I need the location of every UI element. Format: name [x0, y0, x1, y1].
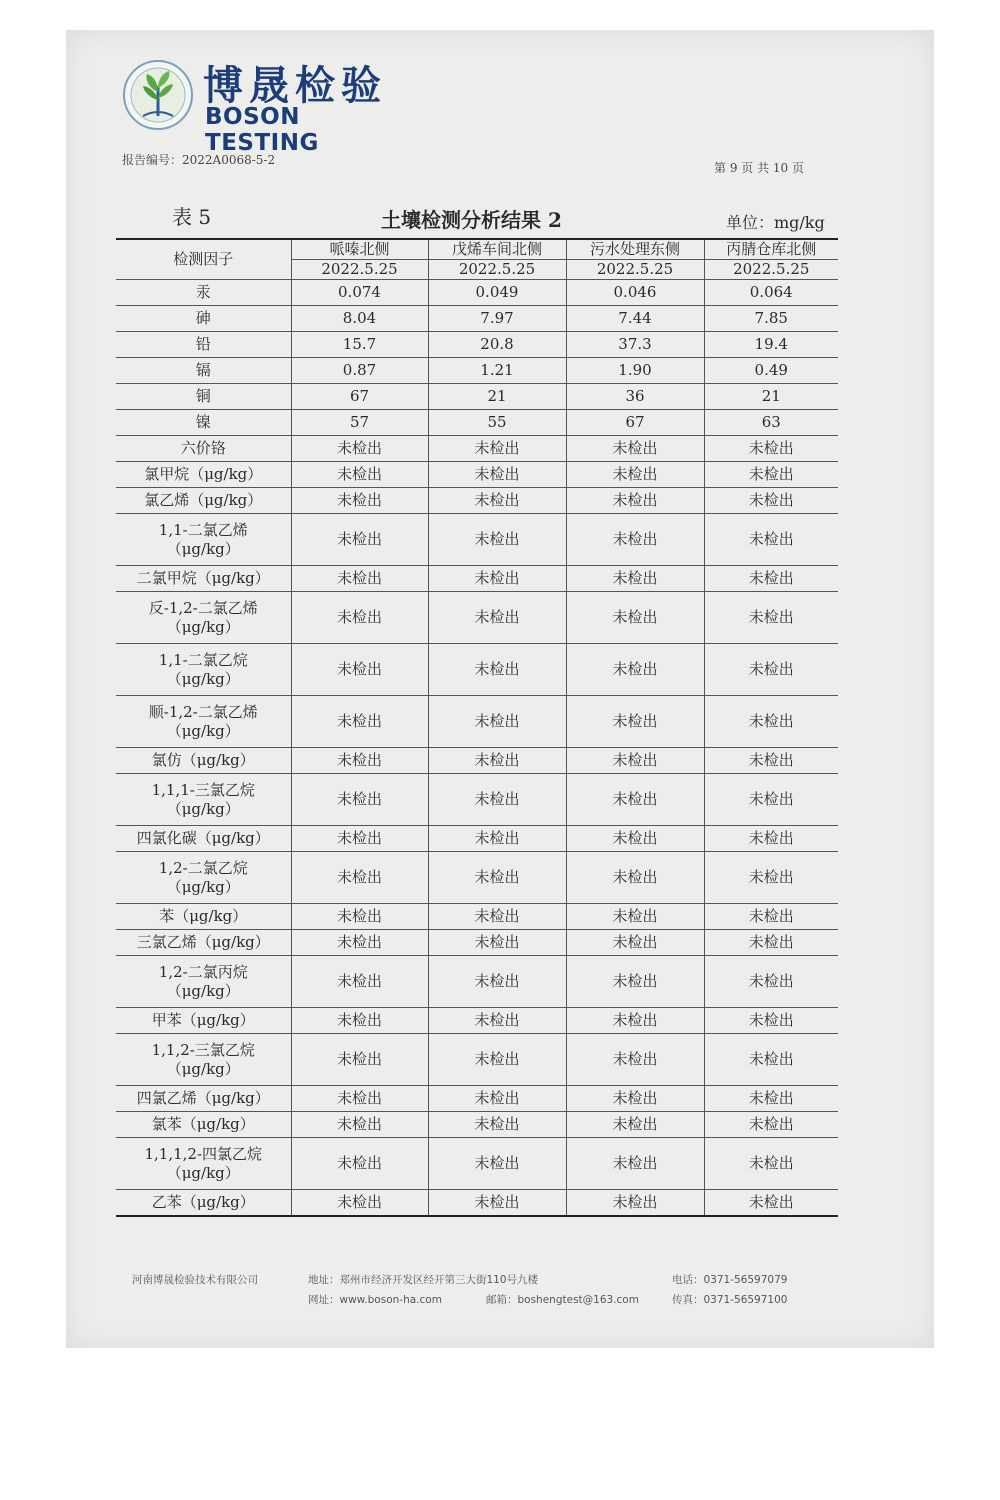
value-cell: 未检出: [704, 488, 838, 514]
value-cell: 未检出: [566, 956, 704, 1008]
table-row: [116, 1190, 838, 1217]
value-cell: 0.064: [704, 280, 838, 306]
table-row: [116, 280, 838, 306]
site-header: 污水处理东侧: [566, 239, 704, 260]
value-cell: 15.7: [291, 332, 428, 358]
value-cell: 未检出: [704, 930, 838, 956]
value-cell: 未检出: [428, 904, 566, 930]
table-row: [116, 904, 838, 930]
table-row: [116, 644, 838, 696]
table-row: [116, 436, 838, 462]
value-cell: 未检出: [291, 1034, 428, 1086]
date-header: 2022.5.25: [428, 260, 566, 280]
factor-line: 四氯乙烯（μg/kg）: [136, 1089, 270, 1107]
value-cell: 19.4: [704, 332, 838, 358]
value-cell: 21: [428, 384, 566, 410]
value-cell: 未检出: [291, 930, 428, 956]
factor-cell: [116, 514, 291, 566]
factor-cell: [116, 462, 291, 488]
value-cell: 未检出: [704, 826, 838, 852]
value-cell: 未检出: [291, 514, 428, 566]
value-cell: 未检出: [566, 852, 704, 904]
value-cell: 8.04: [291, 306, 428, 332]
value-cell: 未检出: [291, 488, 428, 514]
factor-cell: [116, 1086, 291, 1112]
factor-cell: [116, 1008, 291, 1034]
value-cell: 未检出: [291, 956, 428, 1008]
value-cell: 67: [566, 410, 704, 436]
value-cell: 未检出: [428, 956, 566, 1008]
value-cell: 7.97: [428, 306, 566, 332]
factor-cell: [116, 904, 291, 930]
value-cell: 未检出: [428, 488, 566, 514]
value-cell: 1.90: [566, 358, 704, 384]
factor-line: 1,1,2-三氯乙烷: [151, 1040, 255, 1059]
value-cell: 55: [428, 410, 566, 436]
factor-line: 铅: [195, 335, 211, 353]
value-cell: 未检出: [704, 1034, 838, 1086]
factor-line: 1,2-二氯乙烷: [158, 858, 248, 877]
factor-cell: [116, 488, 291, 514]
factor-line: 二氯甲烷（μg/kg）: [136, 569, 270, 587]
footer-website: 网址：www.boson-ha.com: [308, 1294, 442, 1306]
value-cell: 未检出: [566, 1086, 704, 1112]
value-cell: 未检出: [566, 436, 704, 462]
value-cell: 未检出: [704, 696, 838, 748]
site-header: 戊烯车间北侧: [428, 239, 566, 260]
factor-line: 氯乙烯（μg/kg）: [144, 491, 263, 509]
value-cell: 未检出: [291, 852, 428, 904]
table-row: [116, 514, 838, 566]
value-cell: 未检出: [566, 514, 704, 566]
factor-header: 检测因子: [116, 239, 291, 280]
factor-cell: [116, 774, 291, 826]
value-cell: 未检出: [291, 1138, 428, 1190]
footer-email: 邮箱：boshengtest@163.com: [486, 1294, 639, 1306]
factor-line: （μg/kg）: [166, 669, 240, 688]
factor-cell: [116, 436, 291, 462]
table-row: [116, 592, 838, 644]
table-title: 土壤检测分析结果 2: [381, 208, 562, 232]
table-row: [116, 1034, 838, 1086]
value-cell: 未检出: [428, 930, 566, 956]
value-cell: 未检出: [704, 904, 838, 930]
factor-line: 氯甲烷（μg/kg）: [144, 465, 263, 483]
value-cell: 未检出: [428, 1086, 566, 1112]
footer-fax: 传真：0371-56597100: [672, 1294, 788, 1306]
value-cell: 0.046: [566, 280, 704, 306]
value-cell: 未检出: [291, 696, 428, 748]
factor-cell: [116, 956, 291, 1008]
value-cell: 未检出: [704, 644, 838, 696]
value-cell: 未检出: [704, 592, 838, 644]
value-cell: 0.87: [291, 358, 428, 384]
document-page: [66, 30, 934, 1348]
table-row: [116, 358, 838, 384]
factor-line: 顺-1,2-二氯乙烯: [148, 702, 258, 721]
value-cell: 未检出: [566, 748, 704, 774]
factor-line: 甲苯（μg/kg）: [151, 1011, 255, 1029]
factor-line: （μg/kg）: [166, 877, 240, 896]
table-row: [116, 748, 838, 774]
factor-line: （μg/kg）: [166, 1163, 240, 1182]
factor-line: 砷: [195, 309, 211, 327]
factor-line: （μg/kg）: [166, 799, 240, 818]
factor-line: 1,2-二氯丙烷: [158, 962, 248, 981]
footer-address: 地址：郑州市经济开发区经开第三大街110号九楼: [308, 1274, 539, 1286]
value-cell: 36: [566, 384, 704, 410]
value-cell: 未检出: [566, 930, 704, 956]
factor-cell: [116, 826, 291, 852]
factor-line: 汞: [195, 283, 211, 301]
brand-logo: [121, 54, 421, 156]
value-cell: 未检出: [566, 644, 704, 696]
value-cell: 未检出: [291, 566, 428, 592]
value-cell: 未检出: [704, 566, 838, 592]
value-cell: 未检出: [704, 956, 838, 1008]
factor-cell: [116, 1112, 291, 1138]
factor-line: 三氯乙烯（μg/kg）: [136, 933, 270, 951]
factor-cell: [116, 280, 291, 306]
value-cell: 未检出: [704, 436, 838, 462]
value-cell: 未检出: [704, 1008, 838, 1034]
factor-line: 氯仿（μg/kg）: [151, 751, 255, 769]
report-number: 报告编号：2022A0068-5-2: [122, 153, 276, 167]
factor-line: 乙苯（μg/kg）: [151, 1193, 255, 1211]
value-cell: 未检出: [704, 1112, 838, 1138]
value-cell: 未检出: [291, 644, 428, 696]
factor-cell: [116, 358, 291, 384]
factor-line: 苯（μg/kg）: [159, 907, 248, 925]
value-cell: 未检出: [428, 592, 566, 644]
factor-cell: [116, 384, 291, 410]
value-cell: 20.8: [428, 332, 566, 358]
value-cell: 未检出: [428, 436, 566, 462]
value-cell: 未检出: [291, 462, 428, 488]
value-cell: 未检出: [704, 748, 838, 774]
value-cell: 未检出: [566, 1138, 704, 1190]
page-number: 第 9 页 共 10 页: [714, 161, 804, 175]
value-cell: 0.049: [428, 280, 566, 306]
factor-line: 铜: [195, 387, 211, 405]
value-cell: 未检出: [428, 1112, 566, 1138]
factor-line: 六价铬: [180, 439, 226, 457]
value-cell: 未检出: [566, 592, 704, 644]
value-cell: 未检出: [566, 1034, 704, 1086]
value-cell: 未检出: [566, 1112, 704, 1138]
value-cell: 63: [704, 410, 838, 436]
factor-cell: [116, 332, 291, 358]
factor-cell: [116, 1034, 291, 1086]
value-cell: 未检出: [291, 826, 428, 852]
value-cell: 未检出: [566, 1190, 704, 1217]
value-cell: 未检出: [704, 514, 838, 566]
date-header: 2022.5.25: [704, 260, 838, 280]
factor-line: （μg/kg）: [166, 981, 240, 1000]
value-cell: 未检出: [428, 1008, 566, 1034]
factor-cell: [116, 566, 291, 592]
factor-cell: [116, 592, 291, 644]
factor-cell: [116, 1138, 291, 1190]
value-cell: 未检出: [291, 1086, 428, 1112]
unit-label: 单位：mg/kg: [726, 213, 825, 232]
value-cell: 未检出: [566, 566, 704, 592]
table-row: [116, 852, 838, 904]
value-cell: 1.21: [428, 358, 566, 384]
table-body: [116, 280, 838, 1217]
value-cell: 未检出: [566, 1008, 704, 1034]
table-row: [116, 1086, 838, 1112]
value-cell: 37.3: [566, 332, 704, 358]
value-cell: 未检出: [291, 748, 428, 774]
value-cell: 未检出: [428, 644, 566, 696]
value-cell: 未检出: [428, 774, 566, 826]
value-cell: 未检出: [428, 566, 566, 592]
factor-line: 1,1-二氯乙烷: [158, 650, 248, 669]
table-row: [116, 488, 838, 514]
brand-name-en: BOSON TESTING: [205, 104, 319, 156]
factor-line: 1,1,1-三氯乙烷: [151, 780, 255, 799]
factor-line: 镉: [195, 361, 211, 379]
factor-line: 1,1-二氯乙烯: [158, 520, 248, 539]
value-cell: 未检出: [291, 774, 428, 826]
value-cell: 7.85: [704, 306, 838, 332]
value-cell: 未检出: [704, 1190, 838, 1217]
value-cell: 未检出: [291, 904, 428, 930]
value-cell: 未检出: [428, 1138, 566, 1190]
value-cell: 未检出: [704, 1086, 838, 1112]
factor-line: 反-1,2-二氯乙烯: [148, 598, 258, 617]
factor-line: 1,1,1,2-四氯乙烷: [144, 1144, 263, 1163]
table-row: [116, 930, 838, 956]
value-cell: 未检出: [428, 696, 566, 748]
value-cell: 未检出: [566, 462, 704, 488]
results-table: [116, 238, 838, 1217]
value-cell: 未检出: [291, 1112, 428, 1138]
value-cell: 未检出: [428, 462, 566, 488]
table-row: [116, 956, 838, 1008]
factor-line: 氯苯（μg/kg）: [151, 1115, 255, 1133]
value-cell: 未检出: [704, 462, 838, 488]
factor-cell: [116, 1190, 291, 1217]
value-cell: 未检出: [566, 696, 704, 748]
table-row: [116, 1138, 838, 1190]
factor-cell: [116, 748, 291, 774]
table-row: [116, 566, 838, 592]
date-header: 2022.5.25: [291, 260, 428, 280]
value-cell: 未检出: [566, 774, 704, 826]
value-cell: 未检出: [428, 1034, 566, 1086]
value-cell: 未检出: [566, 904, 704, 930]
value-cell: 0.49: [704, 358, 838, 384]
table-label: 表 5: [172, 205, 212, 229]
value-cell: 57: [291, 410, 428, 436]
value-cell: 未检出: [291, 1008, 428, 1034]
value-cell: 未检出: [291, 1190, 428, 1217]
value-cell: 未检出: [566, 488, 704, 514]
value-cell: 未检出: [291, 592, 428, 644]
brand-name-cn: 博晟检验: [203, 63, 387, 109]
footer-phone: 电话：0371-56597079: [672, 1274, 788, 1286]
value-cell: 未检出: [704, 1138, 838, 1190]
value-cell: 0.074: [291, 280, 428, 306]
factor-line: （μg/kg）: [166, 721, 240, 740]
value-cell: 未检出: [291, 436, 428, 462]
value-cell: 未检出: [428, 1190, 566, 1217]
table-row: [116, 774, 838, 826]
factor-line: 四氯化碳（μg/kg）: [136, 829, 270, 847]
table-header-row: [116, 239, 838, 260]
value-cell: 7.44: [566, 306, 704, 332]
factor-cell: [116, 410, 291, 436]
footer-company: 河南博晟检验技术有限公司: [132, 1274, 258, 1286]
table-row: [116, 462, 838, 488]
value-cell: 未检出: [704, 852, 838, 904]
value-cell: 未检出: [428, 852, 566, 904]
factor-line: 镍: [195, 413, 211, 431]
table-row: [116, 1112, 838, 1138]
factor-cell: [116, 930, 291, 956]
value-cell: 未检出: [566, 826, 704, 852]
factor-cell: [116, 852, 291, 904]
value-cell: 67: [291, 384, 428, 410]
value-cell: 未检出: [428, 826, 566, 852]
factor-line: （μg/kg）: [166, 1059, 240, 1078]
table-row: [116, 410, 838, 436]
factor-cell: [116, 306, 291, 332]
value-cell: 21: [704, 384, 838, 410]
table-row: [116, 826, 838, 852]
boson-logo-icon: [121, 58, 195, 132]
site-header: 丙腈仓库北侧: [704, 239, 838, 260]
factor-line: （μg/kg）: [166, 617, 240, 636]
value-cell: 未检出: [704, 774, 838, 826]
site-header: 哌嗪北侧: [291, 239, 428, 260]
factor-line: （μg/kg）: [166, 539, 240, 558]
table-row: [116, 1008, 838, 1034]
factor-cell: [116, 696, 291, 748]
table-row: [116, 332, 838, 358]
factor-cell: [116, 644, 291, 696]
table-row: [116, 696, 838, 748]
table-row: [116, 384, 838, 410]
value-cell: 未检出: [428, 748, 566, 774]
table-row: [116, 306, 838, 332]
value-cell: 未检出: [428, 514, 566, 566]
date-header: 2022.5.25: [566, 260, 704, 280]
